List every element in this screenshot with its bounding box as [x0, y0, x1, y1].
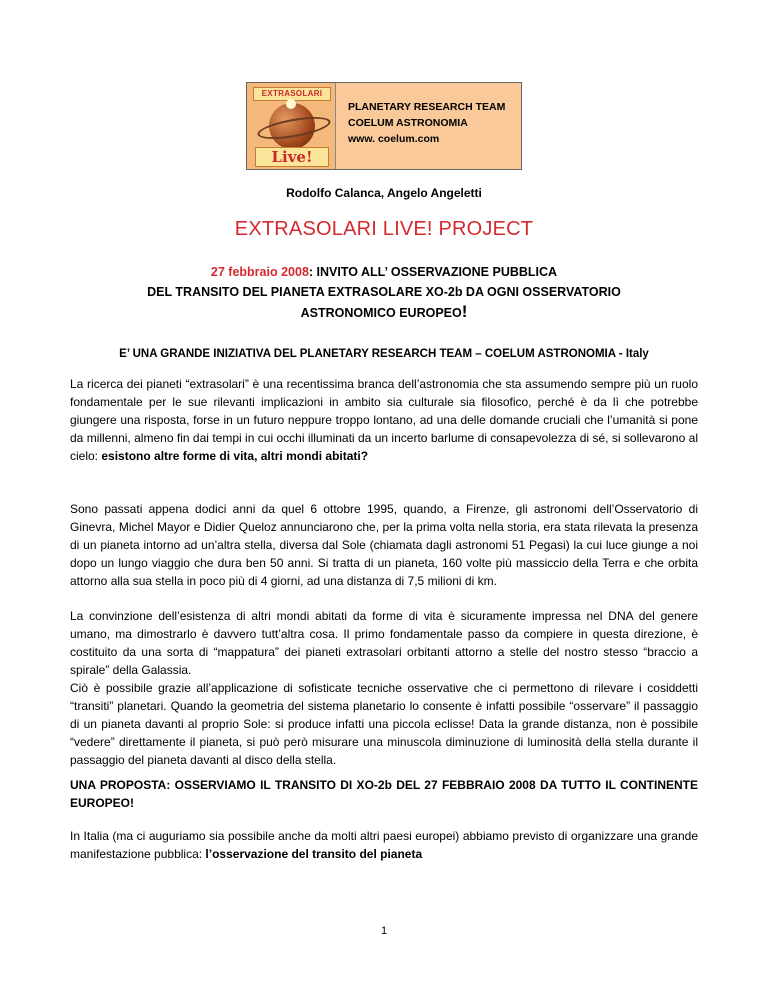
paragraph-proposal-text: In Italia (ma ci auguriamo sia possibile anche da molti altri paesi europei) abbiamo previsto di organizzare una grande manifestazione pubblica:	[70, 829, 698, 861]
authors: Rodolfo Calanca, Angelo Angeletti	[286, 186, 482, 200]
paragraph-proposal-bold: l’osservazione del transito del pianeta	[205, 847, 423, 861]
subtitle-exclamation: !	[461, 302, 468, 321]
paragraph-proposal	[70, 827, 698, 863]
header-line-coelum: COELUM ASTRONOMIA	[348, 117, 468, 129]
subtitle-line3: ASTRONOMICO EUROPEO	[300, 306, 462, 320]
initiative-heading: E’ UNA GRANDE INIZIATIVA DEL PLANETARY RESEARCH TEAM – COELUM ASTRONOMIA - Italy	[119, 348, 649, 360]
subtitle-line2: DEL TRANSITO DEL PIANETA EXTRASOLARE XO-2b DA OGNI OSSERVATORIO	[147, 285, 621, 299]
paragraph-intro	[70, 375, 698, 465]
logo-top-label: EXTRASOLARI	[253, 87, 331, 101]
header-line-website: www. coelum.com	[348, 133, 440, 145]
subtitle-line1: : INVITO ALL’ OSSERVAZIONE PUBBLICA	[308, 265, 558, 279]
proposal-heading: UNA PROPOSTA: OSSERVIAMO IL TRANSITO DI XO-2b DEL 27 FEBBRAIO 2008 DA TUTTO IL CONTINENTE EUROPEO!	[70, 778, 698, 810]
event-date: 27 febbraio 2008	[210, 265, 309, 279]
star-icon	[286, 99, 296, 109]
paragraph-intro-question: esistono altre forme di vita, altri mondi abitati?	[101, 449, 369, 463]
header-text	[336, 83, 505, 169]
page-number: 1	[380, 925, 388, 937]
header-box	[246, 82, 522, 170]
logo-live-label: Live!	[255, 147, 329, 167]
paragraph-transits-a: La convinzione dell’esistenza di altri mondi abitati da forme di vita è sicuramente impressa nel DNA del genere umano, ma dimostrarlo è davvero tutt’altra cosa. Il primo fondamentale passo da compiere in questa direzione, è costituito da una sorta di “mappatura” dei pianeti extrasolari orbitanti attorno a stelle del nostro stesso “braccio a spirale” della Galassia.	[70, 609, 698, 677]
paragraph-transits-b: Ciò è possibile grazie all’applicazione di sofisticate tecniche osservative che ci permettono di rilevare i cosiddetti “transiti” planetari. Quando la geometria del sistema planetario lo consente è infatti possibile “osservare” il passaggio di un pianeta davanti al proprio Sole: si produce infatti una piccola eclisse! Data la grande distanza, non è possibile “vedere” direttamente il pianeta, si può però misurare una minuscola diminuzione di luminosità della stella durante il passaggio del pianeta davanti al disco della stella.	[70, 681, 698, 767]
paragraph-history: Sono passati appena dodici anni da quel 6 ottobre 1995, quando, a Firenze, gli astronomi dell’Osservatorio di Ginevra, Michel Mayor e Didier Queloz annunciarono che, per la prima volta nella storia, era stata rilevata la presenza di un pianeta intorno ad un’altra stella, diversa dal Sole (chiamata dagli astronomi 51 Pegasi) la cui luce giunge a noi dopo un lungo viaggio che dura ben 50 anni. Si tratta di un pianeta, 160 volte più massiccio della Terra e che orbita attorno alla sua stella in poco più di 4 giorni, ad una distanza di 7,5 milioni di km.	[70, 502, 698, 588]
page-title: EXTRASOLARI LIVE! PROJECT	[234, 218, 534, 240]
header-line-team: PLANETARY RESEARCH TEAM	[348, 101, 506, 113]
paragraph-intro-text: La ricerca dei pianeti “extrasolari” è una recentissima branca dell’astronomia che sta assumendo sempre più un ruolo fondamentale per le sue rilevanti implicazioni in ambito sia culturale sia filosofico, perché è da lì che potrebbe giungere una risposta, forse in un futuro neppure troppo lontano, ad una delle domande cruciali che l’umanità si pone da millenni, almeno fin dai tempi in cui occhi illuminati da un incerto barlume di consapevolezza di sé, si sollevarono al cielo:	[70, 377, 698, 463]
paragraph-transits	[70, 607, 698, 769]
extrasolari-live-logo	[247, 83, 336, 169]
subtitle	[60, 262, 708, 323]
